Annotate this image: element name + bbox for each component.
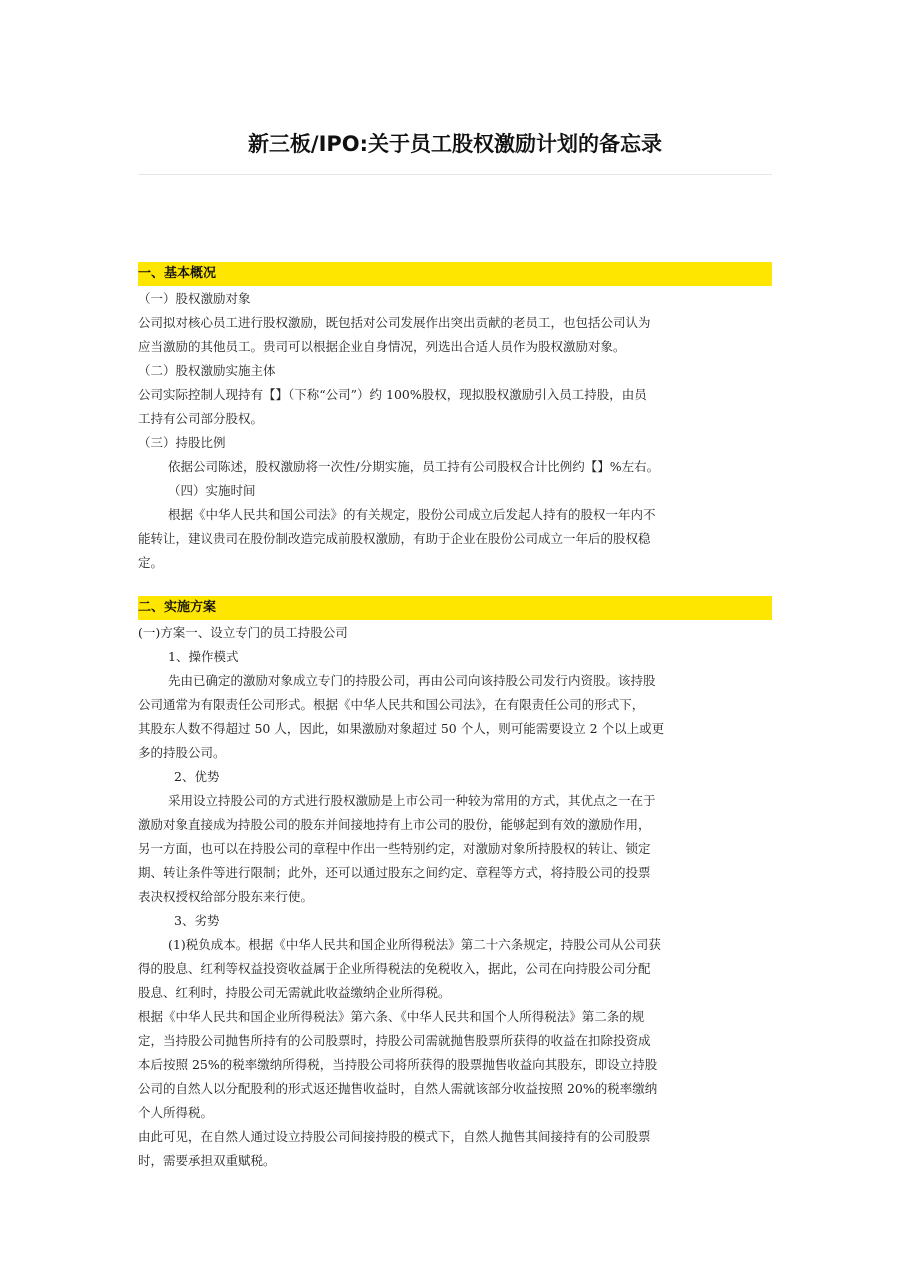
paragraph-line: 能转让，建议贵司在股份制改造完成前股权激励，有助于企业在股份公司成立一年后的股权稳 xyxy=(138,531,651,546)
subheading: （二）股权激励实施主体 xyxy=(138,363,276,378)
paragraph-line: 表决权授权给部分股东来行使。 xyxy=(138,889,314,904)
paragraph-line: (1)税负成本。根据《中华人民共和国企业所得税法》第二十六条规定，持股公司从公司获 xyxy=(168,937,661,952)
title-divider xyxy=(138,174,772,175)
paragraph-line: 个人所得税。 xyxy=(138,1105,214,1120)
paragraph-line: 定。 xyxy=(138,555,164,570)
subheading: 1、操作模式 xyxy=(168,649,239,664)
paragraph-line: 公司实际控制人现持有【】（下称“公司”）约 100%股权，现拟股权激励引入员工持股，由员 xyxy=(138,387,647,402)
paragraph-line: 本后按照 25%的税率缴纳所得税，当持股公司将所获得的股票抛售收益向其股东，即设立持股 xyxy=(138,1057,658,1072)
paragraph-line: 应当激励的其他员工。贵司可以根据企业自身情况，列选出合适人员作为股权激励对象。 xyxy=(138,339,626,354)
subheading: （四）实施时间 xyxy=(168,483,256,498)
paragraph-line: 期、转让条件等进行限制；此外，还可以通过股东之间约定、章程等方式，将持股公司的投票 xyxy=(138,865,651,880)
paragraph-line: 另一方面，也可以在持股公司的章程中作出一些特别约定，对激励对象所持股权的转让、锁定 xyxy=(138,841,651,856)
paragraph-line: 公司的自然人以分配股利的形式返还抛售收益时，自然人需就该部分收益按照 20%的税率缴纳 xyxy=(138,1081,658,1096)
paragraph-line: 工持有公司部分股权。 xyxy=(138,411,264,426)
subheading: 2、优势 xyxy=(174,769,220,784)
section-heading-plan: 二、实施方案 xyxy=(138,596,772,620)
section-heading-overview: 一、基本概况 xyxy=(138,262,772,286)
subheading: 3、劣势 xyxy=(174,913,220,928)
subheading: （一）股权激励对象 xyxy=(138,291,251,306)
paragraph-line: 多的持股公司。 xyxy=(138,745,226,760)
subheading: (一)方案一、设立专门的员工持股公司 xyxy=(138,625,348,640)
paragraph-line: 得的股息、红利等权益投资收益属于企业所得税法的免税收入，据此，公司在向持股公司分配 xyxy=(138,961,651,976)
paragraph-line: 根据《中华人民共和国企业所得税法》第六条、《中华人民共和国个人所得税法》第二条的规 xyxy=(138,1009,645,1024)
page-title: 新三板/IPO:关于员工股权激励计划的备忘录 xyxy=(247,132,663,156)
paragraph-line: 公司通常为有限责任公司形式。根据《中华人民共和国公司法》，在有限责任公司的形式下， xyxy=(138,697,645,712)
paragraph-line: 定，当持股公司抛售所持有的公司股票时，持股公司需就抛售股票所获得的收益在扣除投资成 xyxy=(138,1033,651,1048)
paragraph-line: 根据《中华人民共和国公司法》的有关规定，股份公司成立后发起人持有的股权一年内不 xyxy=(168,507,656,522)
paragraph-line: 由此可见，在自然人通过设立持股公司间接持股的模式下，自然人抛售其间接持有的公司股票 xyxy=(138,1129,651,1144)
paragraph-line: 其股东人数不得超过 50 人，因此，如果激励对象超过 50 个人，则可能需要设立 2 个以上或更 xyxy=(138,721,665,736)
subheading: （三）持股比例 xyxy=(138,435,226,450)
paragraph-line: 采用设立持股公司的方式进行股权激励是上市公司一种较为常用的方式，其优点之一在于 xyxy=(168,793,656,808)
paragraph-line: 激励对象直接成为持股公司的股东并间接地持有上市公司的股份，能够起到有效的激励作用， xyxy=(138,817,651,832)
paragraph-line: 先由已确定的激励对象成立专门的持股公司，再由公司向该持股公司发行内资股。该持股 xyxy=(168,673,656,688)
paragraph-line: 依据公司陈述，股权激励将一次性/分期实施，员工持有公司股权合计比例约【】%左右。 xyxy=(168,459,660,474)
paragraph-line: 公司拟对核心员工进行股权激励，既包括对公司发展作出突出贡献的老员工，也包括公司认为 xyxy=(138,315,651,330)
paragraph-line: 时，需要承担双重赋税。 xyxy=(138,1153,276,1168)
paragraph-line: 股息、红利时，持股公司无需就此收益缴纳企业所得税。 xyxy=(138,985,451,1000)
